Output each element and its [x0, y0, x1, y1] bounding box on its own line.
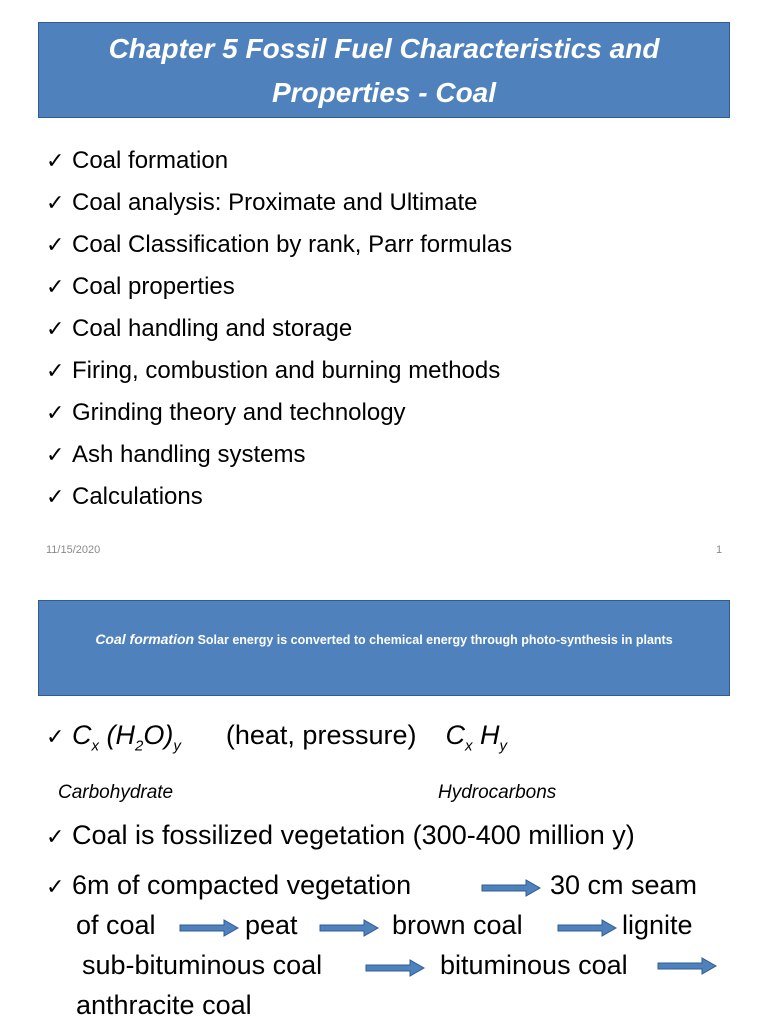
check-icon: ✓ [46, 824, 65, 849]
arrow-right-icon [178, 918, 240, 938]
of-coal-text: of coal [76, 910, 156, 940]
formula-line: ✓ $C_x$ $(H_2O)_y$ (heat, pressure) $C_x$ $H_y$ [46, 720, 508, 755]
list-item: ✓ Coal analysis: Proximate and Ultimate [46, 182, 512, 224]
list-item: ✓ Firing, combustion and burning methods [46, 350, 512, 392]
brown-coal-text: brown coal [392, 910, 523, 940]
check-icon: ✓ [46, 358, 65, 383]
list-item: ✓ Coal handling and storage [46, 308, 512, 350]
list-item: ✓ Coal properties [46, 266, 512, 308]
check-icon: ✓ [46, 724, 65, 749]
list-item: ✓ Coal Classification by rank, Parr formulas [46, 224, 512, 266]
topic-list [46, 140, 512, 518]
header-lead: Coal formation [95, 631, 195, 647]
anthracite-text: anthracite coal [76, 990, 252, 1020]
header-text: Solar energy is converted to chemical energy through photo-synthesis in plants [197, 633, 673, 647]
fossilized-bullet: ✓ Coal is fossilized vegetation (300-400 million y) [46, 820, 635, 850]
list-item: ✓ Grinding theory and technology [46, 392, 512, 434]
check-icon: ✓ [46, 274, 65, 299]
compacted-bullet: ✓ 6m of compacted vegetation [46, 870, 412, 900]
title-line-2: Properties - Coal [271, 77, 497, 108]
title-line-1: Chapter 5 Fossil Fuel Characteristics and [108, 33, 660, 64]
check-icon: ✓ [46, 190, 65, 215]
list-item: ✓ Ash handling systems [46, 434, 512, 476]
reaction-conditions: (heat, pressure) [225, 720, 417, 750]
page-number: 1 [716, 544, 723, 556]
bituminous-text: bituminous coal [440, 950, 628, 980]
arrow-right-icon [364, 958, 426, 978]
arrow-right-icon [318, 918, 380, 938]
arrow-right-icon [480, 878, 542, 898]
check-icon: ✓ [46, 484, 65, 509]
check-icon: ✓ [46, 442, 65, 467]
arrow-right-icon [556, 918, 618, 938]
sub-bituminous-text: sub-bituminous coal [82, 950, 323, 980]
check-icon: ✓ [46, 232, 65, 257]
check-icon: ✓ [46, 874, 65, 899]
slide-title [38, 22, 730, 118]
slide-date: 11/15/2020 [46, 544, 101, 556]
section-header [38, 600, 730, 696]
check-icon: ✓ [46, 400, 65, 425]
arrow-right-icon [656, 956, 718, 976]
check-icon: ✓ [46, 316, 65, 341]
list-item: ✓ Calculations [46, 476, 512, 518]
lignite-text: lignite [622, 910, 693, 940]
slide-2 [0, 590, 768, 1024]
slide-separator [0, 570, 768, 590]
peat-text: peat [245, 910, 298, 940]
check-icon: ✓ [46, 148, 65, 173]
seam-text: 30 cm seam [550, 870, 698, 900]
list-item: ✓ Coal formation [46, 140, 512, 182]
hydrocarbons-label: Hydrocarbons [438, 782, 557, 803]
carbohydrate-label: Carbohydrate [58, 782, 174, 803]
